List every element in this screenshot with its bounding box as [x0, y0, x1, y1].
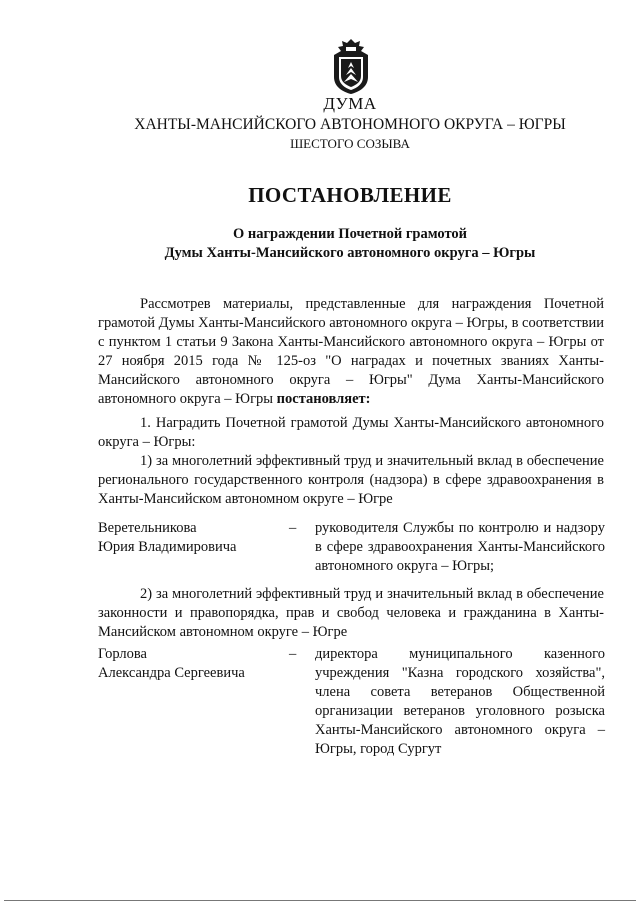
page-bottom-rule: [4, 900, 636, 901]
awardee-2-surname: Горлова: [98, 646, 147, 662]
awardee-2-position: директора муниципального казенного учреждения "Казна городского хозяйства", члена совета ветеранов Общественной организации ветеранов уголовного розыска Ханты-Мансийского автономного округа – Югры, город Сургут: [315, 646, 605, 757]
subject-line-2: Думы Ханты-Мансийского автономного округа – Югры: [164, 245, 536, 261]
awardee-2-name: [98, 645, 245, 683]
convocation-heading: ШЕСТОГО СОЗЫВА: [290, 136, 410, 151]
awardee-1-given: Юрия Владимировича: [98, 539, 237, 555]
intro-paragraph: [98, 295, 604, 409]
intro-resolves: постановляет:: [276, 391, 371, 407]
awardee-1-name: [98, 519, 236, 557]
subject-line-1: О награждении Почетной грамотой: [232, 226, 468, 242]
okrug-heading: ХАНТЫ-МАНСИЙСКОГО АВТОНОМНОГО ОКРУГА – ЮГРЫ: [134, 116, 566, 133]
intro-text: Рассмотрев материалы, представленные для награждения Почетной грамотой Думы Ханты-Мансийского автономного округа – Югры, в соответствии с пунктом 1 статьи 9 Закона Ханты-Мансийского автономного округа – Югры от 27 ноября 2015 года № 125-оз "О наградах и почетных званиях Ханты-Мансийского автономного округа – Югры" Дума Ханты-Мансийского автономного округа – Югры: [98, 296, 604, 407]
awardee-1-dash: –: [289, 520, 297, 536]
awardee-2-given: Александра Сергеевича: [98, 665, 245, 681]
awardee-1-position: руководителя Службы по контролю и надзору в сфере здравоохранения Ханты-Мансийского автономного округа – Югры;: [315, 520, 605, 574]
coat-of-arms-icon: [328, 37, 374, 95]
awardee-2-dash: –: [289, 646, 297, 662]
awardee-1-surname: Веретельникова: [98, 520, 197, 536]
item-1-paragraph: 1. Наградить Почетной грамотой Думы Ханты-Мансийского автономного округа – Югры:: [98, 415, 604, 450]
subitem-2-paragraph: 2) за многолетний эффективный труд и значительный вклад в обеспечение законности и правопорядка, прав и свобод человека и гражданина в Ханты-Мансийском автономном округе – Югре: [98, 586, 604, 640]
subitem-1-paragraph: 1) за многолетний эффективный труд и значительный вклад в обеспечение регионального государственного контроля (надзора) в сфере здравоохранения в Ханты-Мансийском автономном округе – Югре: [98, 453, 604, 507]
duma-heading: ДУМА: [323, 94, 377, 113]
document-title: ПОСТАНОВЛЕНИЕ: [248, 183, 452, 207]
